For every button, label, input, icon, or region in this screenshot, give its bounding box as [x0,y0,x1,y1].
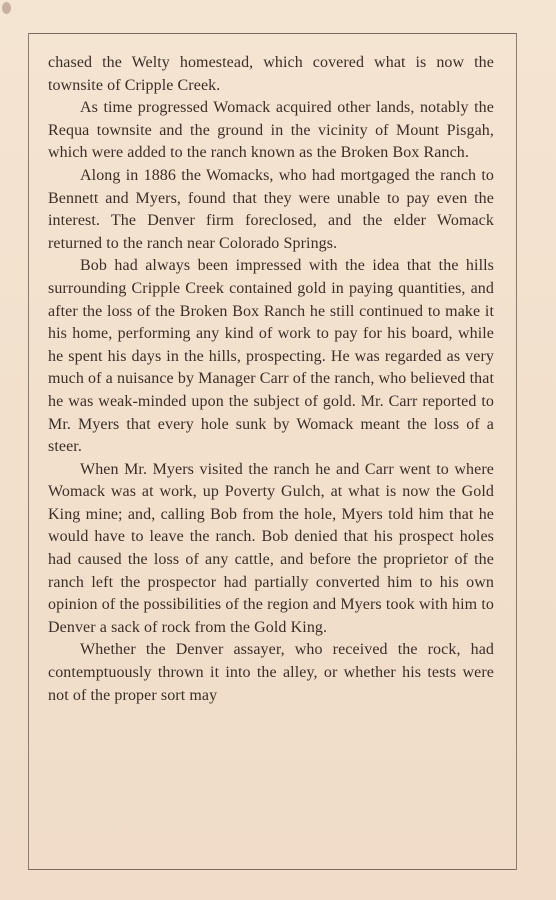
border-rule-bottom [28,869,516,870]
border-rule-right [516,33,517,870]
border-rule-left [28,33,29,870]
paragraph: When Mr. Myers visited the ranch he and Carr went to where Womack was at work, up Poverty Gulch, at what is now the Gold King mine; and, calling Bob from the hole, Myers told him that he would have to leave the ranch. Bob denied that his prospect holes had caused the loss of any cattle, and before the proprietor of the ranch left the prospector had partially converted him to his own opinion of the possibilities of the region and Myers took with him to Denver a sack of rock from the Gold King. [48,460,494,636]
paragraph: chased the Welty homestead, which covered what is now the townsite of Cripple Creek. [48,54,494,94]
paragraph: Bob had always been impressed with the idea that the hills surrounding Cripple Creek contained gold in paying quantities, and after the loss of the Broken Box Ranch he still continued to make it his home, performing any kind of work to pay for his board, while he spent his days in the hills, prospecting. He was regarded as very much of a nuisance by Manager Carr of the ranch, who believed that he was weak-minded upon the subject of gold. Mr. Carr reported to Mr. Myers that every hole sunk by Womack meant the loss of a steer. [48,257,494,456]
paragraph: Along in 1886 the Womacks, who had mortgaged the ranch to Bennett and Myers, found that they were unable to pay even the interest. The Denver firm foreclosed, and the elder Womack returned to the ranch near Colorado Springs. [48,166,494,252]
paragraph: As time progressed Womack acquired other lands, notably the Requa townsite and the ground in the vicinity of Mount Pisgah, which were added to the ranch known as the Broken Box Ranch. [48,99,494,162]
border-rule-top [28,33,516,34]
paragraph: Whether the Denver assayer, who received the rock, had contemptuously thrown it into the alley, or whether his tests were not of the proper sort may [48,641,494,704]
body-text [48,52,494,707]
paper-blemish [2,2,11,14]
